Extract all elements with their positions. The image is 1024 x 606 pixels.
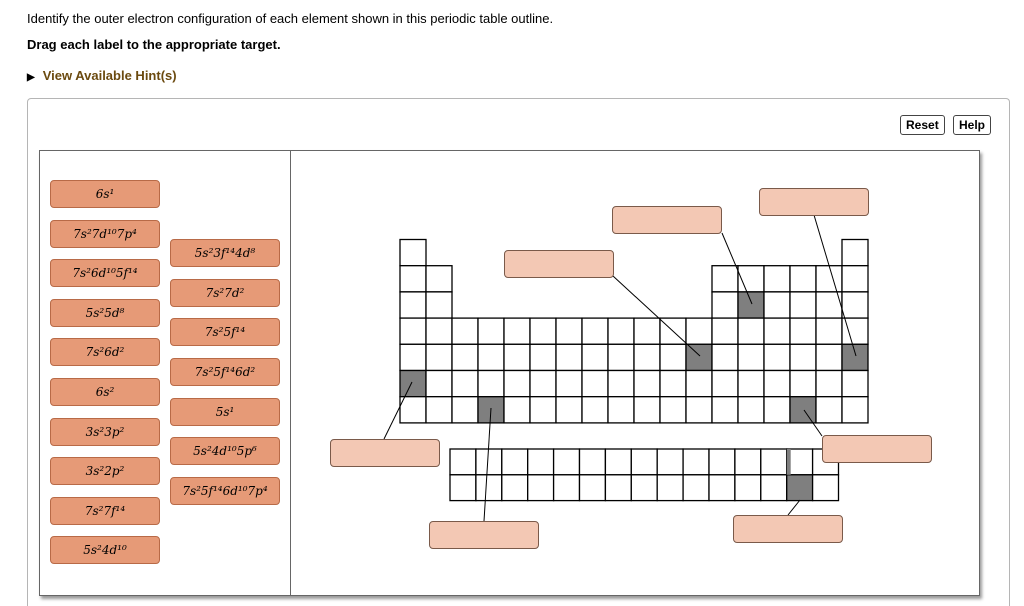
drop-target[interactable]	[504, 250, 614, 278]
draggable-label[interactable]: 7s²5f¹⁴6d¹⁰7p⁴	[170, 477, 280, 505]
draggable-label[interactable]: 5s¹	[170, 398, 280, 426]
hint-label: View Available Hint(s)	[42, 68, 177, 83]
draggable-label[interactable]: 3s²2p²	[50, 457, 160, 485]
question-text: Identify the outer electron configuration of each element shown in this periodic table outline.	[27, 11, 554, 26]
leader-line	[484, 408, 491, 521]
leader-line	[814, 215, 856, 356]
drop-target[interactable]	[733, 515, 843, 543]
draggable-label[interactable]: 3s²3p²	[50, 418, 160, 446]
leader-line	[804, 410, 822, 436]
reset-button[interactable]: Reset	[900, 115, 945, 135]
draggable-label[interactable]: 7s²6d²	[50, 338, 160, 366]
draggable-label[interactable]: 7s²7f¹⁴	[50, 497, 160, 525]
leader-line	[788, 500, 800, 515]
question-instruction: Drag each label to the appropriate target.	[27, 37, 281, 52]
drop-target[interactable]	[330, 439, 440, 467]
draggable-label[interactable]: 5s²4d¹⁰5p⁶	[170, 437, 280, 465]
drop-target[interactable]	[612, 206, 722, 234]
draggable-label[interactable]: 5s²4d¹⁰	[50, 536, 160, 564]
draggable-label[interactable]: 7s²5f¹⁴	[170, 318, 280, 346]
draggable-label[interactable]: 7s²7d²	[170, 279, 280, 307]
help-button[interactable]: Help	[953, 115, 991, 135]
draggable-label[interactable]: 7s²6d¹⁰5f¹⁴	[50, 259, 160, 287]
drop-target[interactable]	[822, 435, 932, 463]
leader-line	[384, 382, 412, 439]
draggable-label[interactable]: 6s²	[50, 378, 160, 406]
draggable-label[interactable]: 6s¹	[50, 180, 160, 208]
drop-target[interactable]	[759, 188, 869, 216]
drop-target[interactable]	[429, 521, 539, 549]
draggable-label[interactable]: 5s²3f¹⁴4d⁸	[170, 239, 280, 267]
leader-line	[613, 276, 700, 356]
draggable-label[interactable]: 7s²7d¹⁰7p⁴	[50, 220, 160, 248]
leader-line	[722, 233, 752, 304]
expand-triangle-icon: ▶	[27, 72, 35, 83]
draggable-label[interactable]: 7s²5f¹⁴6d²	[170, 358, 280, 386]
draggable-label[interactable]: 5s²5d⁸	[50, 299, 160, 327]
